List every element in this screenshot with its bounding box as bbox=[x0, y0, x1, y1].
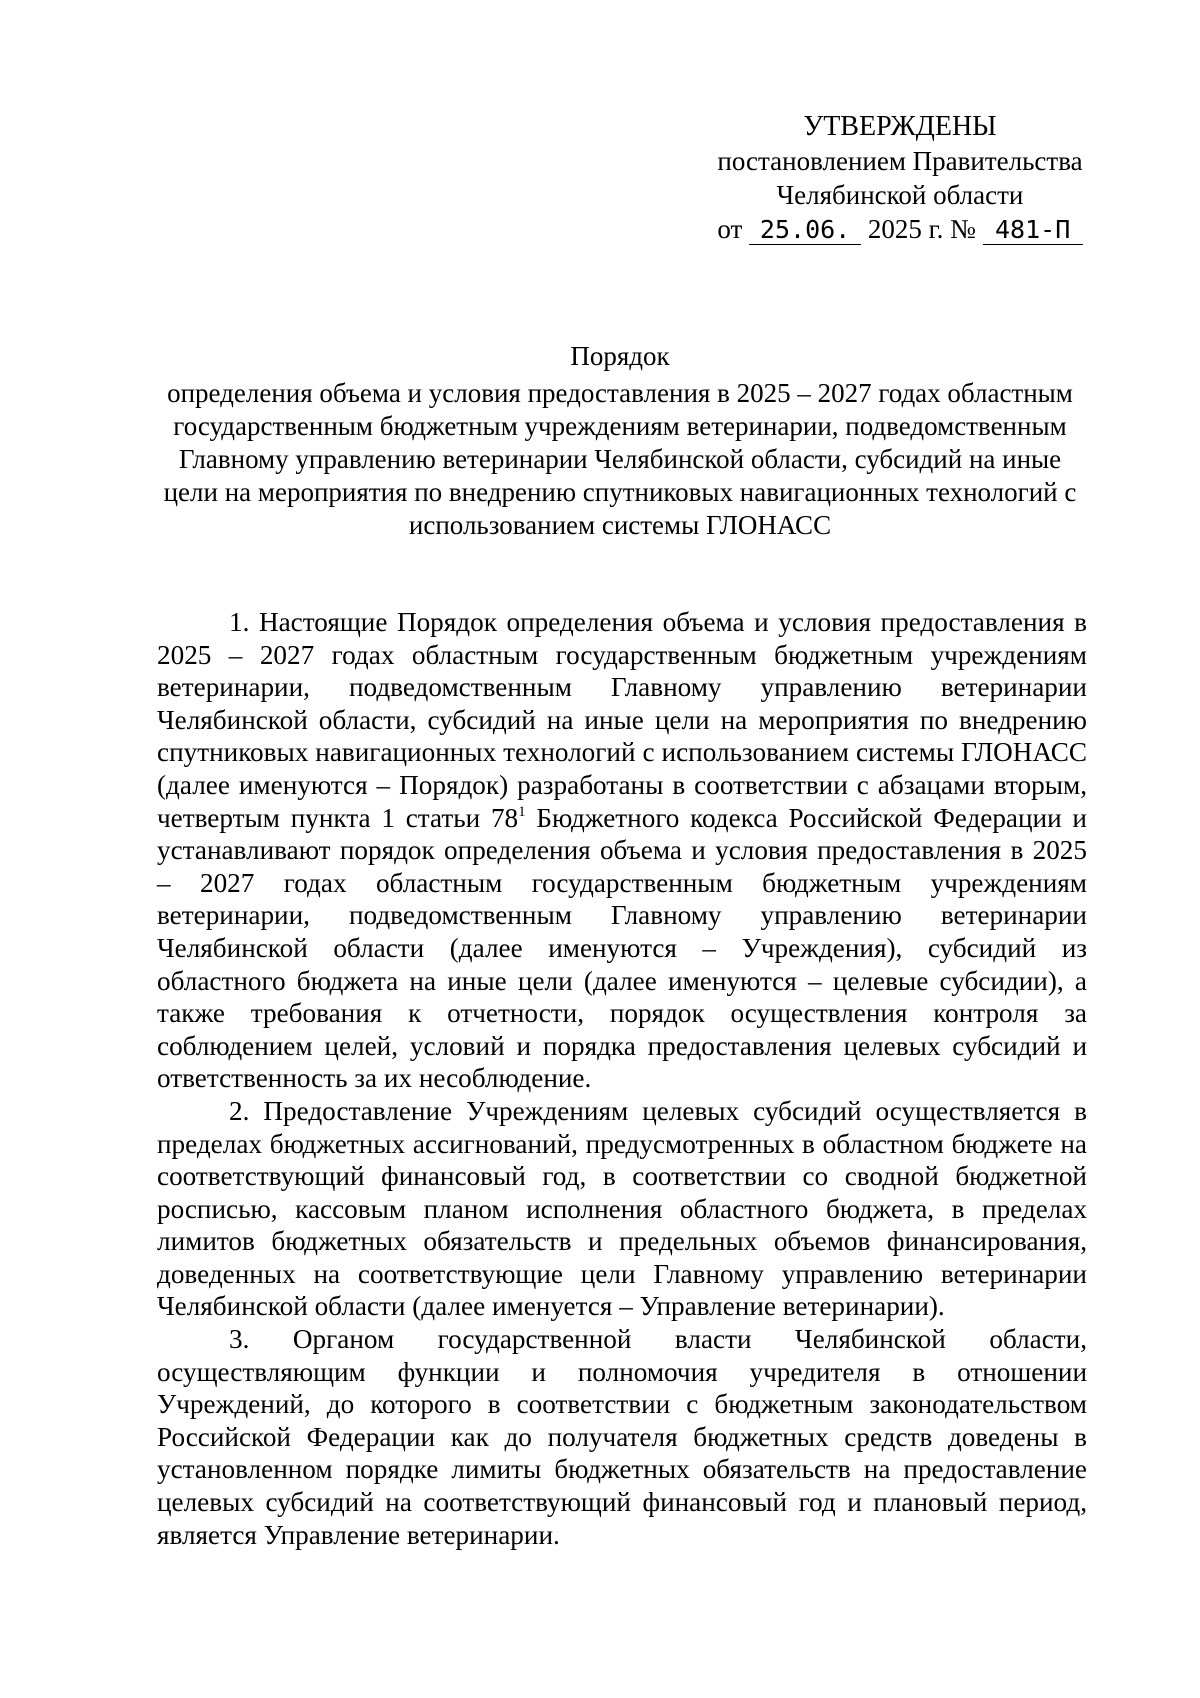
article-superscript: 1 bbox=[518, 803, 526, 820]
document-body bbox=[157, 606, 1087, 1551]
year-number-label: 2025 г. № bbox=[867, 214, 976, 244]
date-field: 25.06. bbox=[749, 216, 861, 245]
approval-date-line bbox=[700, 212, 1100, 246]
date-prefix: от bbox=[717, 214, 743, 244]
approval-line-resolution: постановлением Правительства bbox=[717, 146, 1083, 176]
title-subtitle: определения объема и условия предоставления в 2025 – 2027 годах областным государственным бюджетным учреждениям ветеринарии, подведомственным Главному управлению ветеринарии Челябинской области, субсидий на иные цели на мероприятия по внедрению спутниковых навигационных технологий с использованием системы ГЛОНАСС bbox=[163, 378, 1077, 540]
paragraph-1 bbox=[157, 606, 1087, 1095]
approval-block bbox=[700, 110, 1100, 246]
approval-title: УТВЕРЖДЕНЫ bbox=[803, 111, 997, 142]
document-title bbox=[150, 340, 1090, 542]
paragraph-3: 3. Органом государственной власти Челябинской области, осуществляющим функции и полномочия учредителя в отношении Учреждений, до которого в соответствии с бюджетным законодательством Российской Федерации как до получателя бюджетных средств доведены в установленном порядке лимиты бюджетных обязательств на предоставление целевых субсидий на соответствующий финансовый год и плановый период, является Управление ветеринарии. bbox=[157, 1324, 1087, 1550]
title-heading: Порядок bbox=[570, 341, 670, 371]
number-field: 481-П bbox=[983, 216, 1083, 245]
paragraph-1-part-b: Бюджетного кодекса Российской Федерации и устанавливают порядок определения объема и условия предоставления в 2025 – 2027 годах областным государственным бюджетным учреждениям ветеринарии, подведомственным Главному управлению ветеринарии Челябинской области (далее именуются – Учреждения), субсидий из областного бюджета на иные цели (далее именуются – целевые субсидии), а также требования к отчетности, порядок осуществления контроля за соблюдением целей, условий и порядка предоставления целевых субсидий и ответственность за их несоблюдение. bbox=[157, 802, 1087, 1094]
paragraph-2: 2. Предоставление Учреждениям целевых субсидий осуществляется в пределах бюджетных ассигнований, предусмотренных в областном бюджете на соответствующий финансовый год, в соответствии со сводной бюджетной росписью, кассовым планом исполнения областного бюджета, в пределах лимитов бюджетных обязательств и предельных объемов финансирования, доведенных на соответствующие цели Главному управлению ветеринарии Челябинской области (далее именуется – Управление ветеринарии). bbox=[157, 1095, 1087, 1322]
paragraph-1-part-a: 1. Настоящие Порядок определения объема и условия предоставления в 2025 – 2027 годах областным государственным бюджетным учреждениям ветеринарии, подведомственным Главному управлению ветеринарии Челябинской области, субсидий на иные цели на мероприятия по внедрению спутниковых навигационных технологий с использованием системы ГЛОНАСС (далее именуются – Порядок) разработаны в соответствии с абзацами вторым, четвертым пункта 1 статьи 78 bbox=[157, 607, 1087, 833]
approval-line-region: Челябинской области bbox=[776, 180, 1024, 210]
